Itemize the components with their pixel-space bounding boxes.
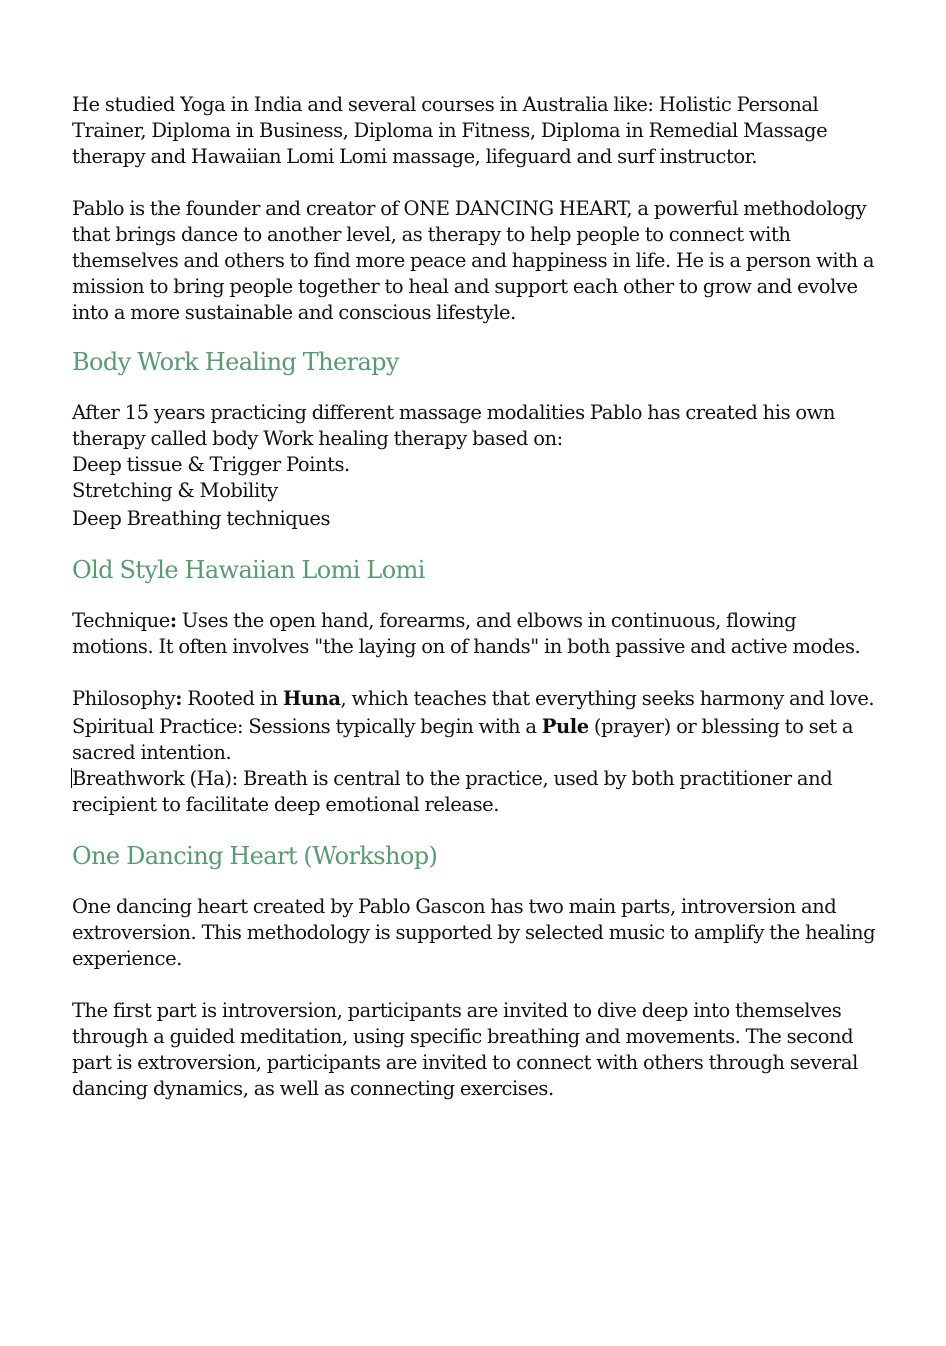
breathwork-text: Breathwork (Ha): Breath is central to the practice, used by both practitioner and recipient to facilitate deep emotional release. bbox=[72, 767, 833, 816]
body-work-item: Deep tissue & Trigger Points. bbox=[72, 453, 350, 476]
body-work-heading: Body Work Healing Therapy bbox=[72, 348, 399, 376]
body-work-item: Deep Breathing techniques bbox=[72, 507, 331, 530]
body-work-intro: After 15 years practicing different massage modalities Pablo has created his own therapy called body Work healing therapy based on: bbox=[72, 401, 836, 450]
lomi-breathwork bbox=[72, 766, 882, 818]
workshop-paragraph-2: The first part is introversion, participants are invited to dive deep into themselves through a guided meditation, using specific breathing and movements. The second part is extroversion, participants are invited to connect with others through several dancing dynamics, as well as connecting exercises. bbox=[72, 999, 858, 1100]
lomi-philosophy bbox=[72, 686, 882, 712]
intro-paragraph-2: Pablo is the founder and creator of ONE DANCING HEART, a powerful methodology that brings dance to another level, as therapy to help people to connect with themselves and others to find more peace and happiness in life. He is a person with a mission to bring people together to heal and support each other to grow and evolve into a more sustainable and conscious lifestyle. bbox=[72, 197, 875, 324]
lomi-spiritual bbox=[72, 714, 882, 766]
body-work-section bbox=[72, 400, 882, 532]
philosophy-pre: Rooted in bbox=[181, 687, 283, 710]
huna-term: Huna bbox=[282, 687, 341, 710]
document-page bbox=[72, 92, 882, 1128]
workshop-paragraph-1: One dancing heart created by Pablo Gascon has two main parts, introversion and extroversion. This methodology is supported by selected music to amplify the healing experience. bbox=[72, 895, 876, 970]
technique-colon: : bbox=[169, 609, 177, 632]
philosophy-post: , which teaches that everything seeks harmony and love. bbox=[340, 687, 875, 710]
lomi-technique bbox=[72, 608, 882, 660]
body-work-item: Stretching & Mobility bbox=[72, 479, 278, 502]
spiritual-post: (prayer) or blessing to set a sacred intention. bbox=[72, 715, 854, 764]
pule-term: Pule bbox=[541, 715, 589, 738]
intro-paragraph-1: He studied Yoga in India and several courses in Australia like: Holistic Personal Trainer, Diploma in Business, Diploma in Fitness, Diploma in Remedial Massage therapy and Hawaiian Lomi Lomi massage, lifeguard and surf instructor. bbox=[72, 93, 828, 168]
spiritual-pre: Spiritual Practice: Sessions typically begin with a bbox=[72, 715, 542, 738]
lomi-heading: Old Style Hawaiian Lomi Lomi bbox=[72, 556, 425, 584]
technique-label: Technique bbox=[72, 609, 170, 632]
philosophy-colon: : bbox=[175, 687, 182, 710]
workshop-heading: One Dancing Heart (Workshop) bbox=[72, 842, 438, 870]
philosophy-label: Philosophy bbox=[72, 687, 176, 710]
technique-text: Uses the open hand, forearms, and elbows in continuous, flowing motions. It often involves "the laying on of hands" in both passive and active modes. bbox=[72, 609, 861, 658]
